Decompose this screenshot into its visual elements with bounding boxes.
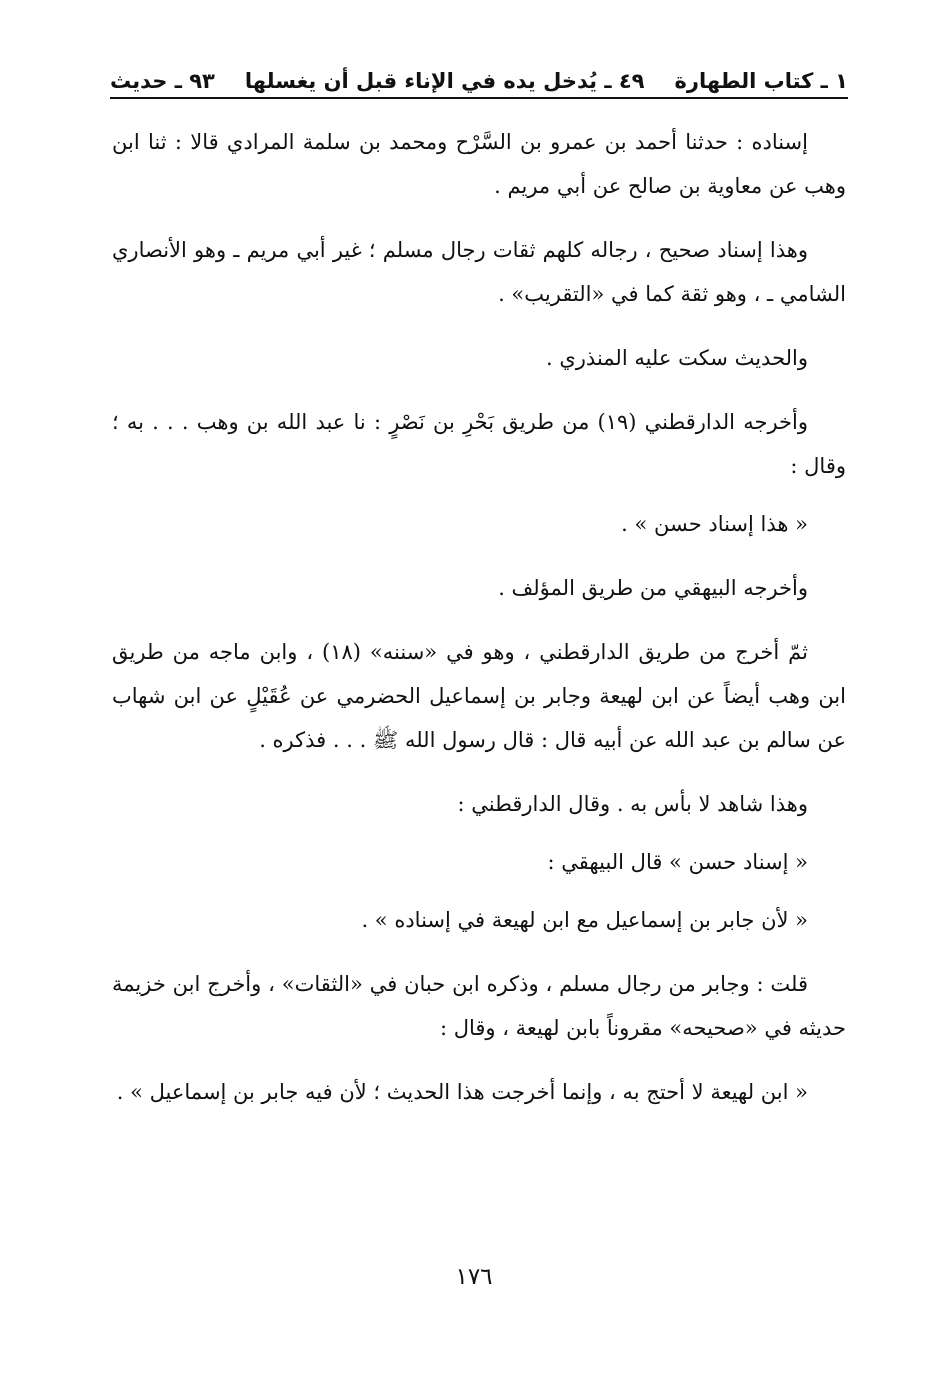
page-number: ١٧٦ [455,1264,493,1290]
header-book-title: ١ ـ كتاب الطهارة [674,69,848,93]
header-divider [110,97,848,99]
commentary-body [112,120,846,1134]
paragraph-shahid: وهذا شاهد لا بأس به . وقال الدارقطني : [457,792,808,816]
paragraph-daraqutni: وأخرجه الدارقطني (١٩) من طريق بَحْرِ بن نَصْرٍ : نا عبد الله بن وهب . . . به ؛ وقال : [112,410,846,478]
running-header [110,56,848,96]
paragraph-quote-jabir: « لأن جابر بن إسماعيل مع ابن لهيعة في إسناده » . [361,908,808,932]
paragraph-sahih: وهذا إسناد صحيح ، رجاله كلهم ثقات رجال مسلم ؛ غير أبي مريم ـ وهو الأنصاري الشامي ـ ، وهو ثقة كما في «التقريب» . [112,238,846,306]
paragraph-quote-isnad-hasan: « إسناد حسن » قال البيهقي : [547,850,808,874]
header-hadith-number: ٩٣ ـ حديث [110,69,215,93]
header-chapter-title: ٤٩ ـ يُدخل يده في الإناء قبل أن يغسلها [244,69,645,93]
paragraph-quote-hasan: « هذا إسناد حسن » . [621,512,808,536]
paragraph-qultu: قلت : وجابر من رجال مسلم ، وذكره ابن حبان في «الثقات» ، وأخرج ابن خزيمة حديثه في «صحيحه» مقروناً بابن لهيعة ، وقال : [112,972,846,1040]
paragraph-mundhiri: والحديث سكت عليه المنذري . [546,346,808,370]
paragraph-isnad: إسناده : حدثنا أحمد بن عمرو بن السَّرْح ومحمد بن سلمة المرادي قالا : ثنا ابن وهب عن معاوية بن صالح عن أبي مريم . [112,130,846,198]
paragraph-ibn-majah: ثمّ أخرج من طريق الدارقطني ، وهو في «سننه» (١٨) ، وابن ماجه من طريق ابن وهب أيضاً عن ابن لهيعة وجابر بن إسماعيل الحضرمي عن عُقَيْلٍ عن ابن شهاب عن سالم بن عبد الله عن أبيه قال : قال رسول الله ﷺ . . . فذكره . [112,640,846,752]
paragraph-quote-ibn-khuzaymah: « ابن لهيعة لا أحتج به ، وإنما أخرجت هذا الحديث ؛ لأن فيه جابر بن إسماعيل » . [116,1080,808,1104]
paragraph-bayhaqi: وأخرجه البيهقي من طريق المؤلف . [498,576,808,600]
